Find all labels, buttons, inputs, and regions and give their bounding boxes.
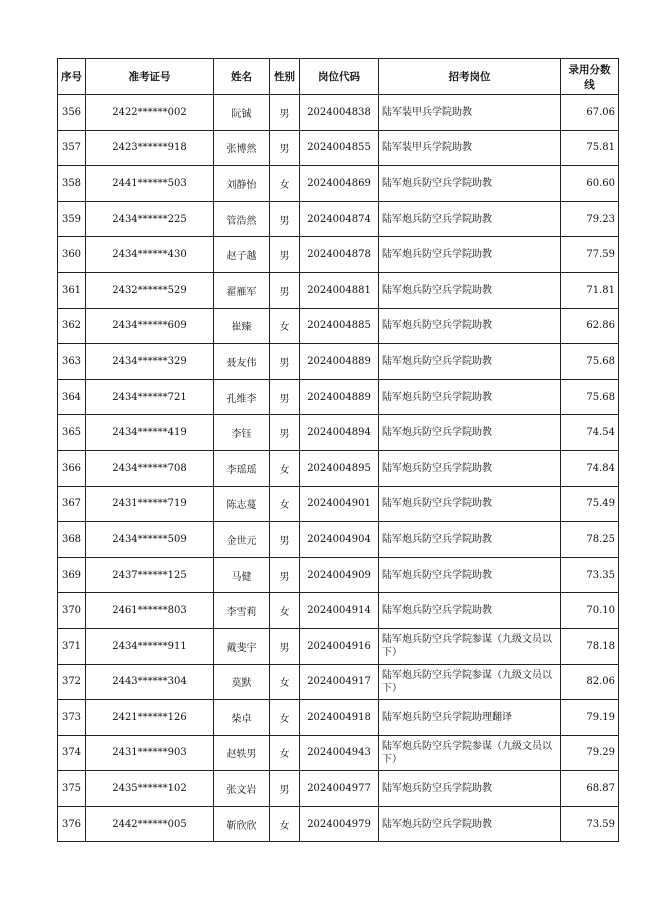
header-gender: 性别 [270, 59, 300, 95]
cell-score: 79.19 [561, 700, 619, 736]
cell-exam-id: 2431******719 [86, 486, 214, 522]
table-body [58, 95, 619, 842]
cell-exam-id: 2434******609 [86, 308, 214, 344]
cell-exam-id: 2434******419 [86, 415, 214, 451]
cell-post: 陆军装甲兵学院助教 [379, 130, 561, 166]
cell-name: 聂友伟 [214, 344, 270, 380]
cell-post-code: 2024004874 [300, 201, 379, 237]
cell-seq: 369 [58, 557, 86, 593]
cell-post: 陆军炮兵防空兵学院助教 [379, 166, 561, 202]
cell-name: 金世元 [214, 522, 270, 558]
cell-name: 翟雁军 [214, 272, 270, 308]
header-exam-id: 准考证号 [86, 59, 214, 95]
table-row [58, 308, 619, 344]
cell-exam-id: 2434******430 [86, 237, 214, 273]
cell-score: 78.25 [561, 522, 619, 558]
cell-gender: 男 [270, 522, 300, 558]
cell-exam-id: 2431******903 [86, 735, 214, 771]
cell-post: 陆军装甲兵学院助教 [379, 95, 561, 131]
cell-name: 赵轶男 [214, 735, 270, 771]
cell-gender: 男 [270, 628, 300, 664]
cell-exam-id: 2434******329 [86, 344, 214, 380]
cell-score: 62.86 [561, 308, 619, 344]
table-row [58, 486, 619, 522]
cell-seq: 361 [58, 272, 86, 308]
header-score: 录用分数线 [561, 59, 619, 95]
cell-gender: 男 [270, 201, 300, 237]
cell-name: 孔维李 [214, 379, 270, 415]
cell-post: 陆军炮兵防空兵学院助教 [379, 344, 561, 380]
cell-name: 马健 [214, 557, 270, 593]
table-header-row [58, 59, 619, 95]
cell-post: 陆军炮兵防空兵学院助教 [379, 557, 561, 593]
cell-post: 陆军炮兵防空兵学院参谋（九级文员以下） [379, 735, 561, 771]
cell-score: 75.68 [561, 379, 619, 415]
cell-exam-id: 2434******721 [86, 379, 214, 415]
table-row [58, 95, 619, 131]
cell-exam-id: 2434******911 [86, 628, 214, 664]
table-row [58, 664, 619, 700]
cell-post: 陆军炮兵防空兵学院助教 [379, 450, 561, 486]
cell-name: 阮铖 [214, 95, 270, 131]
cell-score: 60.60 [561, 166, 619, 202]
table-row [58, 130, 619, 166]
cell-name: 李钰 [214, 415, 270, 451]
cell-post: 陆军炮兵防空兵学院参谋（九级文员以下） [379, 664, 561, 700]
cell-name: 张文岩 [214, 771, 270, 807]
cell-gender: 女 [270, 593, 300, 629]
table-row [58, 201, 619, 237]
cell-exam-id: 2442******005 [86, 806, 214, 842]
cell-gender: 女 [270, 450, 300, 486]
cell-score: 74.84 [561, 450, 619, 486]
cell-post: 陆军炮兵防空兵学院助教 [379, 308, 561, 344]
cell-gender: 男 [270, 237, 300, 273]
cell-post-code: 2024004943 [300, 735, 379, 771]
cell-exam-id: 2437******125 [86, 557, 214, 593]
cell-score: 70.10 [561, 593, 619, 629]
cell-seq: 368 [58, 522, 86, 558]
table-row [58, 522, 619, 558]
cell-seq: 359 [58, 201, 86, 237]
cell-seq: 360 [58, 237, 86, 273]
table-row [58, 272, 619, 308]
cell-score: 79.29 [561, 735, 619, 771]
table-row [58, 806, 619, 842]
cell-seq: 366 [58, 450, 86, 486]
cell-seq: 374 [58, 735, 86, 771]
cell-exam-id: 2434******225 [86, 201, 214, 237]
header-seq: 序号 [58, 59, 86, 95]
cell-post-code: 2024004977 [300, 771, 379, 807]
cell-name: 李雪莉 [214, 593, 270, 629]
cell-post-code: 2024004917 [300, 664, 379, 700]
cell-score: 82.06 [561, 664, 619, 700]
header-name: 姓名 [214, 59, 270, 95]
cell-post-code: 2024004914 [300, 593, 379, 629]
cell-post: 陆军炮兵防空兵学院助教 [379, 522, 561, 558]
cell-seq: 367 [58, 486, 86, 522]
cell-gender: 女 [270, 664, 300, 700]
cell-gender: 女 [270, 700, 300, 736]
table-row [58, 700, 619, 736]
cell-post: 陆军炮兵防空兵学院助教 [379, 237, 561, 273]
table-row [58, 415, 619, 451]
table-row [58, 379, 619, 415]
cell-post-code: 2024004889 [300, 379, 379, 415]
cell-name: 陈志蔓 [214, 486, 270, 522]
table-row [58, 450, 619, 486]
cell-gender: 女 [270, 806, 300, 842]
cell-score: 75.81 [561, 130, 619, 166]
cell-name: 张博然 [214, 130, 270, 166]
cell-seq: 364 [58, 379, 86, 415]
table-row [58, 735, 619, 771]
cell-gender: 女 [270, 486, 300, 522]
cell-post-code: 2024004918 [300, 700, 379, 736]
table-row [58, 593, 619, 629]
cell-name: 莫默 [214, 664, 270, 700]
cell-post: 陆军炮兵防空兵学院助教 [379, 272, 561, 308]
cell-name: 戴斐宇 [214, 628, 270, 664]
table-row [58, 628, 619, 664]
cell-score: 71.81 [561, 272, 619, 308]
cell-name: 柴卓 [214, 700, 270, 736]
cell-seq: 356 [58, 95, 86, 131]
cell-seq: 373 [58, 700, 86, 736]
cell-seq: 357 [58, 130, 86, 166]
cell-post-code: 2024004838 [300, 95, 379, 131]
cell-seq: 363 [58, 344, 86, 380]
cell-exam-id: 2443******304 [86, 664, 214, 700]
cell-post-code: 2024004855 [300, 130, 379, 166]
cell-score: 73.59 [561, 806, 619, 842]
cell-seq: 370 [58, 593, 86, 629]
table-row [58, 344, 619, 380]
cell-exam-id: 2434******509 [86, 522, 214, 558]
cell-exam-id: 2423******918 [86, 130, 214, 166]
table-row [58, 557, 619, 593]
cell-score: 68.87 [561, 771, 619, 807]
cell-post: 陆军炮兵防空兵学院助教 [379, 486, 561, 522]
cell-seq: 376 [58, 806, 86, 842]
cell-seq: 371 [58, 628, 86, 664]
cell-seq: 375 [58, 771, 86, 807]
cell-gender: 男 [270, 130, 300, 166]
cell-exam-id: 2435******102 [86, 771, 214, 807]
table-row [58, 166, 619, 202]
cell-post-code: 2024004878 [300, 237, 379, 273]
cell-post: 陆军炮兵防空兵学院助教 [379, 379, 561, 415]
cell-post: 陆军炮兵防空兵学院助理翻译 [379, 700, 561, 736]
table-row [58, 771, 619, 807]
cell-gender: 男 [270, 557, 300, 593]
cell-seq: 372 [58, 664, 86, 700]
cell-post-code: 2024004889 [300, 344, 379, 380]
cell-gender: 男 [270, 95, 300, 131]
cell-post: 陆军炮兵防空兵学院助教 [379, 771, 561, 807]
cell-exam-id: 2432******529 [86, 272, 214, 308]
cell-name: 赵子越 [214, 237, 270, 273]
cell-score: 75.49 [561, 486, 619, 522]
cell-exam-id: 2434******708 [86, 450, 214, 486]
cell-seq: 362 [58, 308, 86, 344]
cell-score: 78.18 [561, 628, 619, 664]
cell-post-code: 2024004979 [300, 806, 379, 842]
cell-gender: 男 [270, 771, 300, 807]
cell-post-code: 2024004916 [300, 628, 379, 664]
cell-post: 陆军炮兵防空兵学院助教 [379, 806, 561, 842]
cell-exam-id: 2422******002 [86, 95, 214, 131]
cell-name: 李瑶瑶 [214, 450, 270, 486]
cell-post: 陆军炮兵防空兵学院参谋（九级文员以下） [379, 628, 561, 664]
cell-post-code: 2024004885 [300, 308, 379, 344]
cell-gender: 男 [270, 415, 300, 451]
cell-post-code: 2024004894 [300, 415, 379, 451]
header-post: 招考岗位 [379, 59, 561, 95]
cell-gender: 女 [270, 735, 300, 771]
cell-exam-id: 2421******126 [86, 700, 214, 736]
cell-seq: 358 [58, 166, 86, 202]
cell-post: 陆军炮兵防空兵学院助教 [379, 415, 561, 451]
cell-post: 陆军炮兵防空兵学院助教 [379, 201, 561, 237]
cell-post-code: 2024004895 [300, 450, 379, 486]
cell-name: 靳欣欣 [214, 806, 270, 842]
table-row [58, 237, 619, 273]
cell-post-code: 2024004869 [300, 166, 379, 202]
cell-post-code: 2024004901 [300, 486, 379, 522]
cell-exam-id: 2461******803 [86, 593, 214, 629]
cell-post-code: 2024004909 [300, 557, 379, 593]
cell-score: 67.06 [561, 95, 619, 131]
cell-gender: 女 [270, 166, 300, 202]
cell-gender: 男 [270, 344, 300, 380]
cell-post-code: 2024004881 [300, 272, 379, 308]
cell-gender: 男 [270, 379, 300, 415]
cell-name: 管浩然 [214, 201, 270, 237]
cell-post-code: 2024004904 [300, 522, 379, 558]
cell-seq: 365 [58, 415, 86, 451]
admission-score-table [57, 58, 619, 842]
cell-gender: 女 [270, 308, 300, 344]
cell-gender: 男 [270, 272, 300, 308]
cell-score: 73.35 [561, 557, 619, 593]
cell-score: 75.68 [561, 344, 619, 380]
cell-exam-id: 2441******503 [86, 166, 214, 202]
cell-score: 79.23 [561, 201, 619, 237]
cell-name: 崔臻 [214, 308, 270, 344]
cell-score: 77.59 [561, 237, 619, 273]
cell-score: 74.54 [561, 415, 619, 451]
cell-post: 陆军炮兵防空兵学院助教 [379, 593, 561, 629]
cell-name: 刘静怡 [214, 166, 270, 202]
header-post-code: 岗位代码 [300, 59, 379, 95]
